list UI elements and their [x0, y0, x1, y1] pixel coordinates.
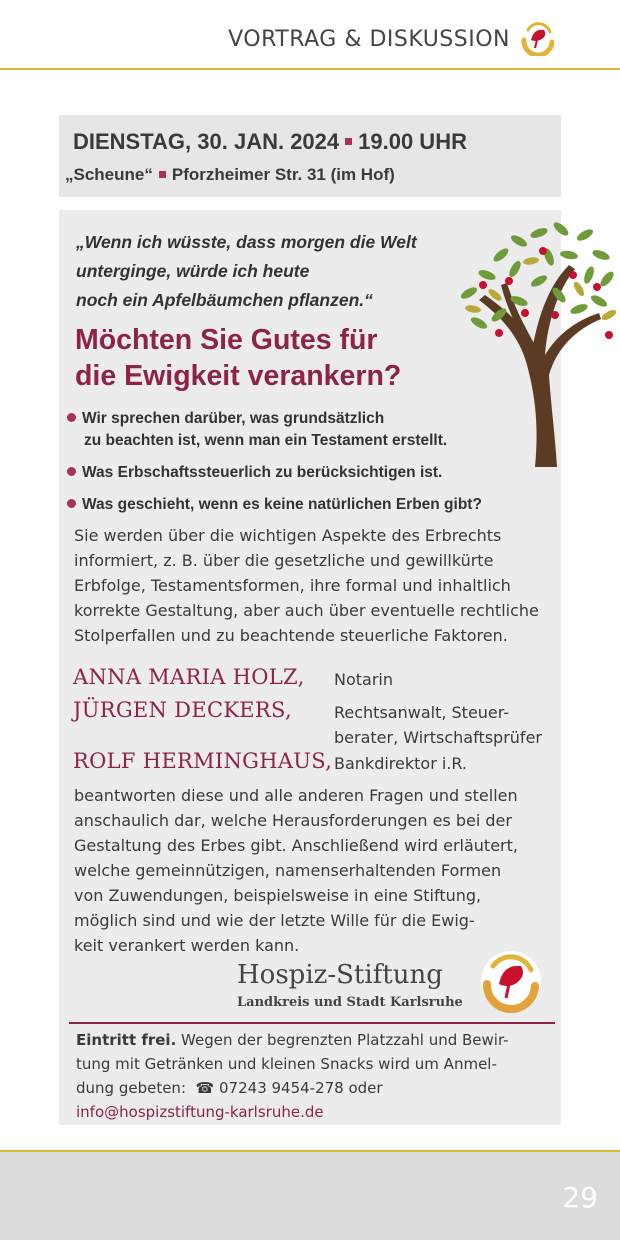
speaker-name: JÜRGEN DECKERS, [73, 698, 292, 722]
speaker-role-line: Notarin [334, 670, 393, 689]
phone-icon: ☎ [195, 1079, 215, 1097]
speaker-role-line: Rechtsanwalt, Steuer- [334, 703, 510, 722]
outro-paragraph [74, 783, 552, 958]
event-address: Pforzheimer Str. 31 (im Hof) [171, 165, 395, 184]
speaker-role-line: Bankdirektor i.R. [334, 754, 468, 773]
registration-text: Wegen der begrenzten Platzzahl und Bewir- [176, 1031, 509, 1049]
bullet-list [66, 408, 561, 526]
headline-line: Möchten Sie Gutes für [75, 324, 378, 356]
paragraph-line: beantworten diese und alle anderen Fragen und stellen [74, 786, 518, 805]
main-content-box [59, 210, 561, 1125]
speaker-name: ANNA MARIA HOLZ, [73, 665, 305, 689]
header-divider [0, 68, 620, 70]
registration-text: oder [343, 1079, 383, 1097]
bullet-text: Wir sprechen darüber, was grundsätzlich [82, 410, 385, 427]
event-date: DIENSTAG, 30. JAN. 2024 [73, 129, 340, 154]
speaker-role [334, 751, 467, 776]
organization-name: Hospiz-Stiftung [237, 960, 443, 990]
quote [76, 228, 516, 315]
bullet-dot-icon [67, 413, 76, 422]
footer-band [0, 1152, 620, 1240]
quote-line: „Wenn ich wüsste, dass morgen die Welt [76, 232, 417, 252]
separator-square-icon [159, 171, 166, 178]
bullet-text: Was geschieht, wenn es keine natürlichen Erben gibt? [82, 496, 482, 513]
paragraph-line: Stolperfallen und zu beachtende steuerliche Faktoren. [74, 626, 508, 645]
paragraph-line: möglich sind und wie der letzte Wille für die Ewig- [74, 911, 475, 930]
section-title: VORTRAG & DISKUSSION [228, 27, 510, 52]
headline-line: die Ewigkeit verankern? [75, 360, 402, 392]
organization-subtitle: Landkreis und Stadt Karlsruhe [237, 995, 463, 1010]
hospiz-logo-icon [479, 948, 543, 1014]
paragraph-line: Erbfolge, Testamentsformen, ihre formal und inhaltlich [74, 576, 511, 595]
phone-number[interactable]: 07243 9454-278 [219, 1079, 344, 1097]
event-venue: „Scheune“ [65, 165, 153, 184]
paragraph-line: korrekte Gestaltung, aber auch über eventuelle rechtliche [74, 601, 539, 620]
paragraph-line: Gestaltung des Erbes gibt. Anschließend wird erläutert, [74, 836, 518, 855]
bullet-dot-icon [67, 467, 76, 476]
quote-line: unterginge, würde ich heute [76, 261, 310, 281]
email-link[interactable]: info@hospizstiftung-karlsruhe.de [76, 1103, 324, 1121]
bullet-text: Was Erbschaftssteuerlich zu berücksichtigen ist. [82, 464, 443, 481]
paragraph-line: von Zuwendungen, beispielsweise in eine Stiftung, [74, 886, 482, 905]
event-date-line [73, 129, 467, 155]
page-number: 29 [562, 1181, 598, 1214]
hospiz-logo-icon [518, 20, 558, 56]
separator-square-icon [345, 138, 352, 145]
bullet-dot-icon [67, 499, 76, 508]
speaker-role [334, 700, 542, 750]
paragraph-line: welche gemeinnützigen, namenserhaltenden Formen [74, 861, 502, 880]
page-header [0, 0, 620, 68]
event-time: 19.00 UHR [358, 129, 467, 154]
registration-line: tung mit Getränken und kleinen Snacks wird um Anmel- [76, 1055, 497, 1073]
intro-paragraph [74, 523, 552, 648]
list-item [66, 494, 561, 516]
bullet-text: zu beachten ist, wenn man ein Testament erstellt. [84, 432, 448, 449]
registration-text: dung gebeten: [76, 1079, 186, 1097]
list-item [66, 462, 561, 484]
paragraph-line: informiert, z. B. über die gesetzliche und gewillkürte [74, 551, 494, 570]
registration-line [76, 1076, 556, 1100]
speaker-name: ROLF HERMINGHAUS, [73, 749, 333, 773]
event-date-box [59, 115, 561, 197]
quote-line: noch ein Apfelbäumchen pflanzen.“ [76, 290, 373, 310]
list-item [66, 408, 561, 452]
event-place-line [65, 165, 395, 185]
paragraph-line: keit verankert werden kann. [74, 936, 300, 955]
organization-divider [69, 1022, 555, 1024]
registration-info [76, 1028, 556, 1124]
headline [75, 322, 495, 394]
speaker-role [334, 667, 393, 692]
paragraph-line: Sie werden über die wichtigen Aspekte des Erbrechts [74, 526, 502, 545]
registration-line [76, 1028, 556, 1052]
free-entry-label: Eintritt frei. [76, 1031, 177, 1049]
paragraph-line: anschaulich dar, welche Herausforderungen es bei der [74, 811, 512, 830]
speaker-role-line: berater, Wirtschaftsprüfer [334, 728, 542, 747]
